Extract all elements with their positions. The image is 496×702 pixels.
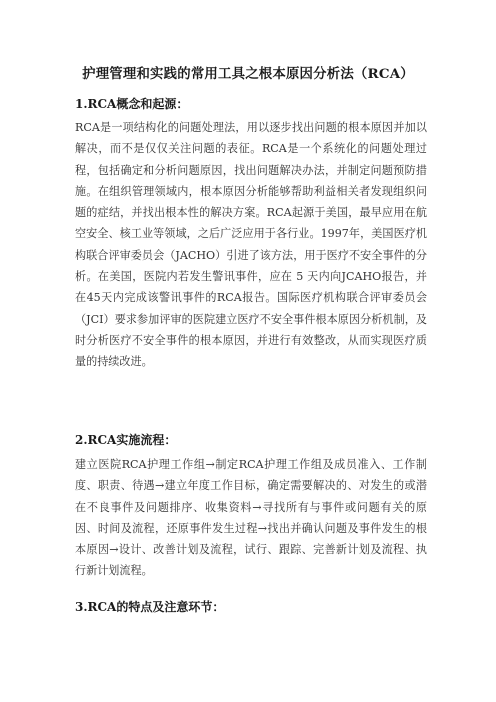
section-heading-2: 2.RCA实施流程： (75, 433, 177, 447)
section-heading-1: 1.RCA概念和起源： (75, 97, 189, 111)
section-body-1: RCA是一项结构化的问题处理法，用以逐步找出问题的根本原因并加以解决，而不是仅仅关注问题的表征。RCA是一个系统化的问题处理过程，包括确定和分析问题原因，找出问题解决办法，并制定问题预防措施。在组织管理领域内，根本原因分析能够帮助利益相关者发现组织问题的症结，并找出根本性的解决方案。RCA起源于美国，最早应用在航空安全、核工业等领域，之后广泛应用于各行业。1997年，美国医疗机构联合评审委员会（JACHO）引进了该方法，用于医疗不安全事件的分析。在美国，医院内若发生警讯事件，应在 5 天内向JCAHO报告，并在45天内完成该警讯事件的RCA报告。国际医疗机构联合评审委员会（JCI）要求参加评审的医院建立医疗不安全事件根本原因分析机制，及时分析医疗不安全事件的根本原因，并进行有效整改，从而实现医疗质量的持续改进。 (75, 121, 427, 369)
document-title: 护理管理和实践的常用工具之根本原因分析法（RCA） (82, 66, 414, 82)
section-body-2: 建立医院RCA护理工作组→制定RCA护理工作组及成员准入、工作制度、职责、待遇→建立年度工作目标，确定需要解决的、对发生的或潜在不良事件及问题排序、收集资料→寻找所有与事件或问题有关的原因、时间及流程，还原事件发生过程→找出并确认问题及事件发生的根本原因→设计、改善计划及流程，试行、跟踪、完善新计划及流程、执行新计划流程。 (75, 458, 427, 578)
section-heading-3: 3.RCA的特点及注意环节： (75, 600, 225, 614)
